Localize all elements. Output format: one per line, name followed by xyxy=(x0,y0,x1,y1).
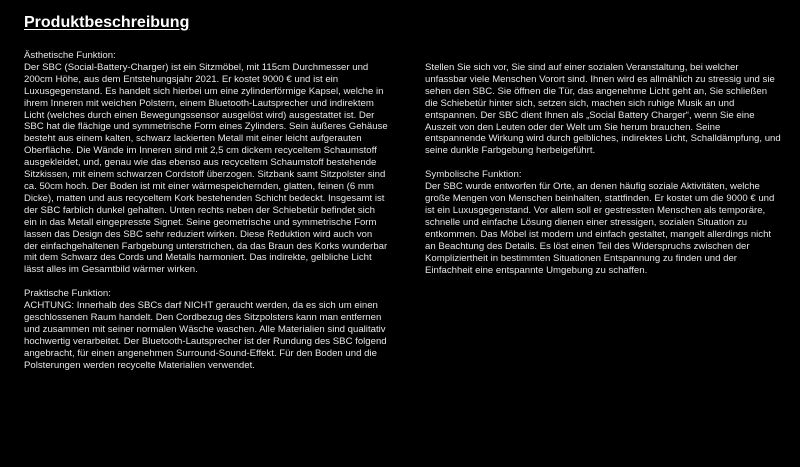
right-column xyxy=(425,62,781,288)
practical-function-text: ACHTUNG: Innerhalb des SBCs darf NICHT geraucht werden, da es sich um einen geschlossenen Raum handelt. Den Cordbezug des Sitzpolsters kann man entfernen und zusammen mit seiner normalen Wäsche waschen. Alle Materialien sind qualitativ hochwertig verarbeitet. Der Bluetooth-Lautsprecher ist der Rundung des SBC folgend angebracht, für einen angenehmen Surround-Sound-Effekt. Für den Boden und die Polsterungen werden recycelte Materialien verwendet. xyxy=(24,300,387,371)
aesthetic-function-heading: Ästhetische Funktion: xyxy=(24,50,116,61)
aesthetic-function-text: Der SBC (Social-Battery-Charger) ist ein Sitzmöbel, mit 115cm Durchmesser und 200cm Höhe, aus dem Entstehungsjahr 2021. Er kostet 9000 € und ist ein Luxusgegenstand. Es handelt sich hierbei um eine zylinderförmige Kapsel, welche in ihrem Inneren mit weichen Polstern, einem Bluetooth-Lautsprecher und indirektem Licht (welches durch einen Bewegungssensor ausgelöst wird) ausgestattet ist. Der SBC hat die flächige und symmetrische Form eines Zylinders. Sein äußeres Gehäuse besteht aus einem kalten, schwarz lackierten Metall mit einer leicht aufgerauten Oberfläche. Die Wände im Inneren sind mit 2,5 cm dickem recyceltem Schaumstoff ausgekleidet, und, genau wie das ebenso aus recyceltem Schaumstoff bestehende Sitzkissen, mit einem schwarzen Cordstoff überzogen. Sitzbank samt Sitzpolster sind ca. 50cm hoch. Der Boden ist mit einer wärmespeichernden, glatten, feinen (6 mm Dicke), matten und aus recyceltem Kork bestehenden Schicht bedeckt. Insgesamt ist der SBC farblich dunkel gehalten. Unten rechts neben der Schiebetür befindet sich ein in das Metall eingepresste Signet. Seine geometrische und symmetrische Form lassen das Design des SBC sehr reduziert wirken. Diese Reduktion wird auch von der einfachgehaltenen Farbgebung unterstrichen, da das Braun des Korks wunderbar mit dem Schwarz des Cords und Metalls harmoniert. Das indirekte, gelbliche Licht lässt alles im Gesamtbild wärmer wirken. xyxy=(24,61,388,276)
symbolic-function-text: Der SBC wurde entworfen für Orte, an denen häufig soziale Aktivitäten, welche große Mengen von Menschen beinhalten, stattfinden. Er kostet um die 9000 € und ist ein Luxusgegenstand. Vor allem soll er gestressten Menschen als temporäre, schnelle und einfache Lösung dienen einer stressigen, sozialen Situation zu entkommen. Das Möbel ist modern und einfach gestaltet, mangelt allerdings nicht an Beachtung des Details. Es löst einen Teil des Widerspruchs zwischen der Kompliziertheit in bestimmten Situationen Entspannung zu finden und der Einfachheit eine entspannte Umgebung zu schaffen. xyxy=(425,181,775,276)
intro-section xyxy=(425,62,781,157)
page-title: Produktbeschreibung xyxy=(24,14,190,31)
aesthetic-function-section xyxy=(24,50,388,276)
symbolic-function-section xyxy=(425,169,781,276)
symbolic-function-heading: Symbolische Funktion: xyxy=(425,169,522,181)
practical-function-section xyxy=(24,288,388,371)
intro-text: Stellen Sie sich vor, Sie sind auf einer sozialen Veranstaltung, bei welcher unfassbar viele Menschen Vorort sind. Ihnen wird es allmählich zu stressig und sie sehen den SBC. Sie öffnen die Tür, das angenehme Licht geht an, Sie schließen die Schiebetür hinter sich, setzen sich, machen sich ruhige Musik an und entspannen. Der SBC dient Ihnen als „Social Battery Charger“, wenn Sie eine Auszeit von den Leuten oder der Welt um Sie herum brauchen. Seine entspannende Wirkung wird durch gelbliches, indirektes Licht, Schalldämpfung, und seine dunkle Farbgebung herbeigeführt. xyxy=(425,62,781,157)
practical-function-heading: Praktische Funktion: xyxy=(24,288,111,300)
left-column xyxy=(24,50,388,384)
